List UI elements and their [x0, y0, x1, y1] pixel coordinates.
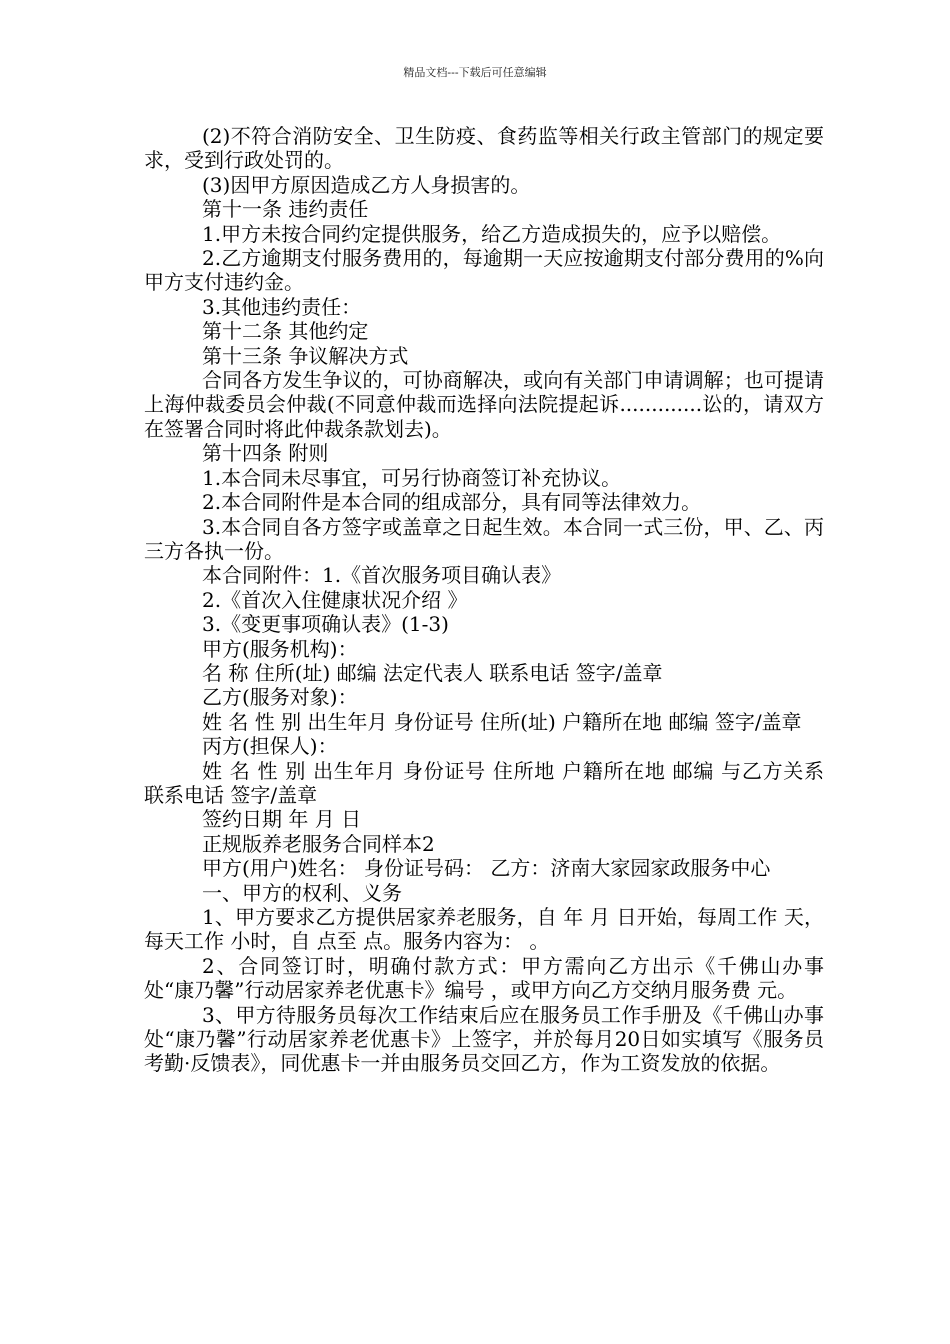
attachment-1: 本合同附件：1.《首次服务项目确认表》: [202, 563, 562, 588]
party-a-label: 甲方(服务机构)：: [202, 636, 358, 661]
article-14-item-3: 3.本合同自各方签字或盖章之日起生效。本合同一式三份，甲、乙、丙三方各执一份。: [144, 514, 824, 563]
attachment-3: 3.《变更事项确认表》(1-3): [202, 612, 449, 637]
party-b-fields: 姓 名 性 别 出生年月 身份证号 住所(址) 户籍所在地 邮编 签字/盖章: [202, 709, 802, 734]
article-14-item-1: 1.本合同未尽事宜，可另行协商签订补充协议。: [202, 465, 622, 490]
article-11-item-3: 3.其他违约责任：: [202, 294, 362, 319]
party-c-label: 丙方(担保人)：: [202, 734, 338, 759]
article-13-heading: 第十三条 争议解决方式: [202, 343, 409, 368]
party-a-fields: 名 称 住所(址) 邮编 法定代表人 联系电话 签字/盖章: [202, 660, 663, 685]
section-1-heading: 一、甲方的权利、义务: [202, 880, 402, 905]
article-14-item-2: 2.本合同附件是本合同的组成部分，具有同等法律效力。: [202, 490, 702, 515]
document-body: [144, 124, 824, 1076]
party-c-fields: 姓 名 性 别 出生年月 身份证号 住所地 户籍所在地 邮编 与乙方关系 联系电话 签字/盖章: [144, 758, 824, 807]
article-13-text: 合同各方发生争议的，可协商解决，或向有关部门申请调解；也可提请上海仲裁委员会仲裁(不同意仲裁而选择向法院提起诉.............讼的，请双方在签署合同时将此仲裁条款划去)。: [144, 368, 824, 441]
paragraph-clause-3: (3)因甲方原因造成乙方人身损害的。: [202, 172, 531, 197]
article-12-heading: 第十二条 其他约定: [202, 319, 369, 344]
article-11-heading: 第十一条 违约责任: [202, 197, 369, 222]
signing-date: 签约日期 年 月 日: [202, 807, 362, 832]
attachment-2: 2.《首次入住健康状况介绍 》: [202, 587, 468, 612]
section-1-item-1: 1、甲方要求乙方提供居家养老服务，自 年 月 日开始，每周工作 天，每天工作 小时，自 点至 点。服务内容为： 。: [144, 905, 824, 954]
article-11-item-1: 1.甲方未按合同约定提供服务，给乙方造成损失的，应予以赔偿。: [202, 221, 782, 246]
sample-2-title: 正规版养老服务合同样本2: [202, 831, 435, 856]
party-b-label: 乙方(服务对象)：: [202, 685, 358, 710]
article-11-item-2: 2.乙方逾期支付服务费用的，每逾期一天应按逾期支付部分费用的%向甲方支付违约金。: [144, 246, 824, 295]
section-1-item-2: 2、合同签订时，明确付款方式：甲方需向乙方出示《千佛山办事处“康乃馨”行动居家养老优惠卡》编号 ，或甲方向乙方交纳月服务费 元。: [144, 953, 824, 1003]
page-header: 精品文档---下载后可任意编辑: [403, 66, 547, 79]
section-1-item-3: 3、甲方待服务员每次工作结束后应在服务员工作手册及《千佛山办事处“康乃馨”行动居家养老优惠卡》上签字，并於每月20日如实填写《服务员考勤·反馈表》，同优惠卡一并由服务员交回乙方，作为工资发放的依据。: [144, 1002, 824, 1076]
paragraph-clause-2: (2)不符合消防安全、卫生防疫、食药监等相关行政主管部门的规定要求，受到行政处罚的。: [144, 124, 824, 173]
article-14-heading: 第十四条 附则: [202, 441, 329, 466]
sample-2-parties: 甲方(用户)姓名： 身份证号码： 乙方：济南大家园家政服务中心: [202, 856, 771, 881]
